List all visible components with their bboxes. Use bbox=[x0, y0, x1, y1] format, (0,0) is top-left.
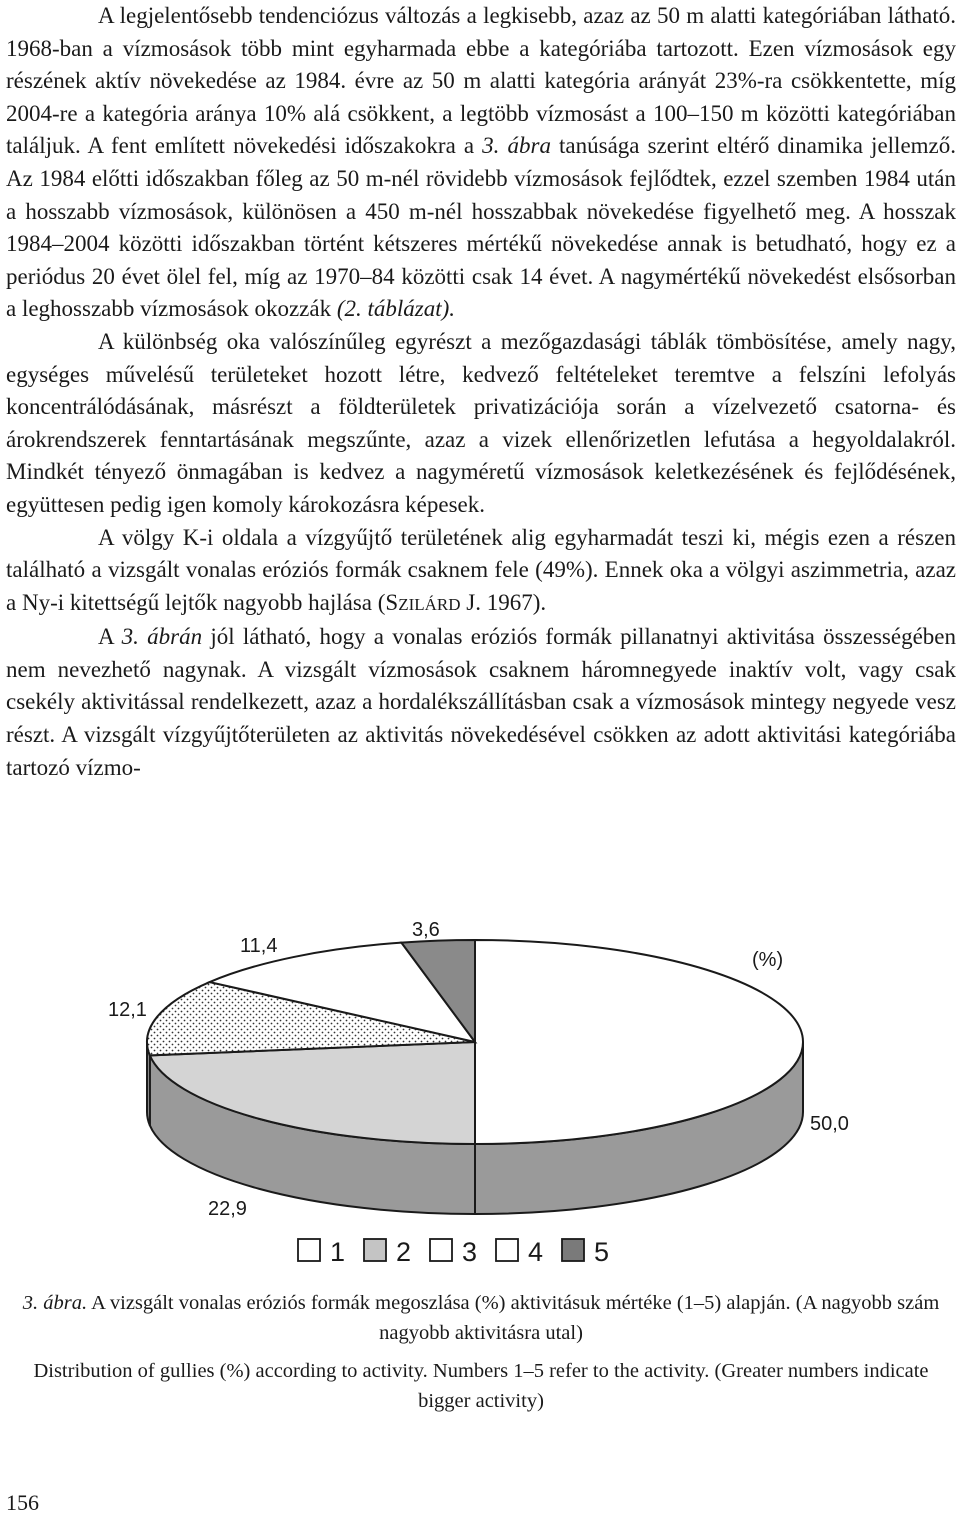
legend-label-5: 5 bbox=[594, 1237, 610, 1267]
paragraph-1 bbox=[6, 0, 956, 326]
paragraph-3-tail: J. 1967). bbox=[460, 589, 547, 615]
legend-swatch-2 bbox=[364, 1239, 386, 1261]
value-label-2: 22,9 bbox=[208, 1198, 247, 1220]
figure-reference-2: 3. ábrán bbox=[121, 624, 203, 650]
pie-chart-svg bbox=[0, 908, 960, 1278]
paragraph-1-text-cont: tanúsága szerint eltérő dinamika jellemző. Az 1984 előtti időszakban főleg az 50 m-nél rövidebb vízmosások fejlődtek, ezzel szemben 1984 után a hosszabb vízmosások, különösen a 450 m-nél hosszabbak növekedése figyelhető meg. A hosszak 1984–2004 közötti időszakban történt kétszeres mértékű növekedése annak is betudható, hogy ez a periódus 20 évet ölel fel, míg az 1970–84 közötti csak 14 évet. A nagymértékű növekedést elsősorban a leghosszabb vízmosások okozzák bbox=[6, 133, 956, 322]
paragraph-4-text: jól látható, hogy a vonalas eróziós formák pillanatnyi aktivitása összességében nem nevezhető nagynak. A vizsgált vízmosások csaknem háromnegyede inaktív volt, vagy csak csekély aktivitással rendelkezett, azaz a hordalékszállításban csak a vízmosások mintegy negyede vesz részt. A vizsgált vízgyűjtőterületen az aktivitás növekedésével csökken az adott aktivitási kategóriába tartozó vízmo- bbox=[6, 624, 956, 780]
paragraph-4-lead: A bbox=[98, 624, 122, 650]
paragraph-3 bbox=[6, 522, 956, 622]
legend-swatch-4 bbox=[496, 1239, 518, 1261]
legend-label-3: 3 bbox=[462, 1237, 478, 1267]
paragraph-1-text: A legjelentősebb tendenciózus változás a legkisebb, azaz az 50 m alatti kategóriában látható. 1968-ban a vízmosások több mint egyharmada ebbe a kategóriába tartozott. Ezen vízmosások egy részének aktív növekedése az 1984. évre az 50 m alatti kategória arányát 23%-ra csökkentette, míg 2004-re a kategória aránya 10% alá csökkent, a legtöbb vízmosást a 100–150 m közötti kategóriában találjuk. A fent említett növekedési időszakokra a bbox=[6, 3, 956, 159]
pie-top-layer bbox=[147, 940, 803, 1144]
value-label-1: 50,0 bbox=[810, 1113, 849, 1135]
legend-label-1: 1 bbox=[330, 1237, 346, 1267]
body-text bbox=[6, 0, 956, 784]
figure-reference: 3. ábra bbox=[482, 133, 551, 159]
legend-swatch-5 bbox=[562, 1239, 584, 1261]
figure-caption-hungarian bbox=[6, 1288, 956, 1348]
paragraph-2: A különbség oka valószínűleg egyrészt a mezőgazdasági táblák tömbösítése, amely nagy, egységes művelésű területeket hozott létre, kedvező feltételeket teremtve a felszíni lefolyás koncentrálódásának, másrészt a földterületek privatizációja során a vízelvezető csatorna- és árokrendszerek fenntartásának megszűnte, azaz a vizek ellenőrizetlen lefutása a hegyoldalakról. Mindkét tényező önmagában is kedvez a nagyméretű vízmosások keletkezésének és fejlődésének, együttesen pedig igen komoly károkozásra képesek. bbox=[6, 328, 956, 517]
paragraph-4 bbox=[6, 621, 956, 784]
caption-hu-text: A vizsgált vonalas eróziós formák megoszlása (%) aktivitásuk mértéke (1–5) alapján. (A nagyobb szám nagyobb aktivitásra utal) bbox=[87, 1292, 940, 1344]
legend-swatch-1 bbox=[298, 1239, 320, 1261]
author-name-smallcaps: ZILÁRD bbox=[398, 594, 461, 614]
legend-label-2: 2 bbox=[396, 1237, 412, 1267]
value-label-5: 3,6 bbox=[412, 919, 440, 941]
author-initial: S bbox=[385, 589, 399, 615]
figure-caption-english: Distribution of gullies (%) according to activity. Numbers 1–5 refer to the activity. (Greater numbers indicate bigger activity) bbox=[33, 1360, 929, 1412]
legend-label-4: 4 bbox=[528, 1237, 544, 1267]
page-number: 156 bbox=[6, 1490, 39, 1515]
value-label-4: 11,4 bbox=[240, 935, 278, 957]
figure-number: 3. ábra. bbox=[22, 1292, 88, 1314]
legend-swatch-3 bbox=[430, 1239, 452, 1261]
value-label-3: 12,1 bbox=[108, 999, 147, 1021]
paragraph-3-text: A völgy K-i oldala a vízgyűjtő területének alig egyharmadát teszi ki, mégis ezen a részen található a vizsgált vonalas eróziós formák csaknem fele (49%). Ennek oka a völgyi aszimmetria, azaz a Ny-i kitettségű lejtők nagyobb hajlása ( bbox=[6, 524, 956, 615]
unit-label: (%) bbox=[752, 949, 784, 971]
table-reference: (2. táblázat). bbox=[336, 296, 456, 322]
chart-legend bbox=[298, 1237, 609, 1267]
pie-chart bbox=[0, 908, 960, 1278]
